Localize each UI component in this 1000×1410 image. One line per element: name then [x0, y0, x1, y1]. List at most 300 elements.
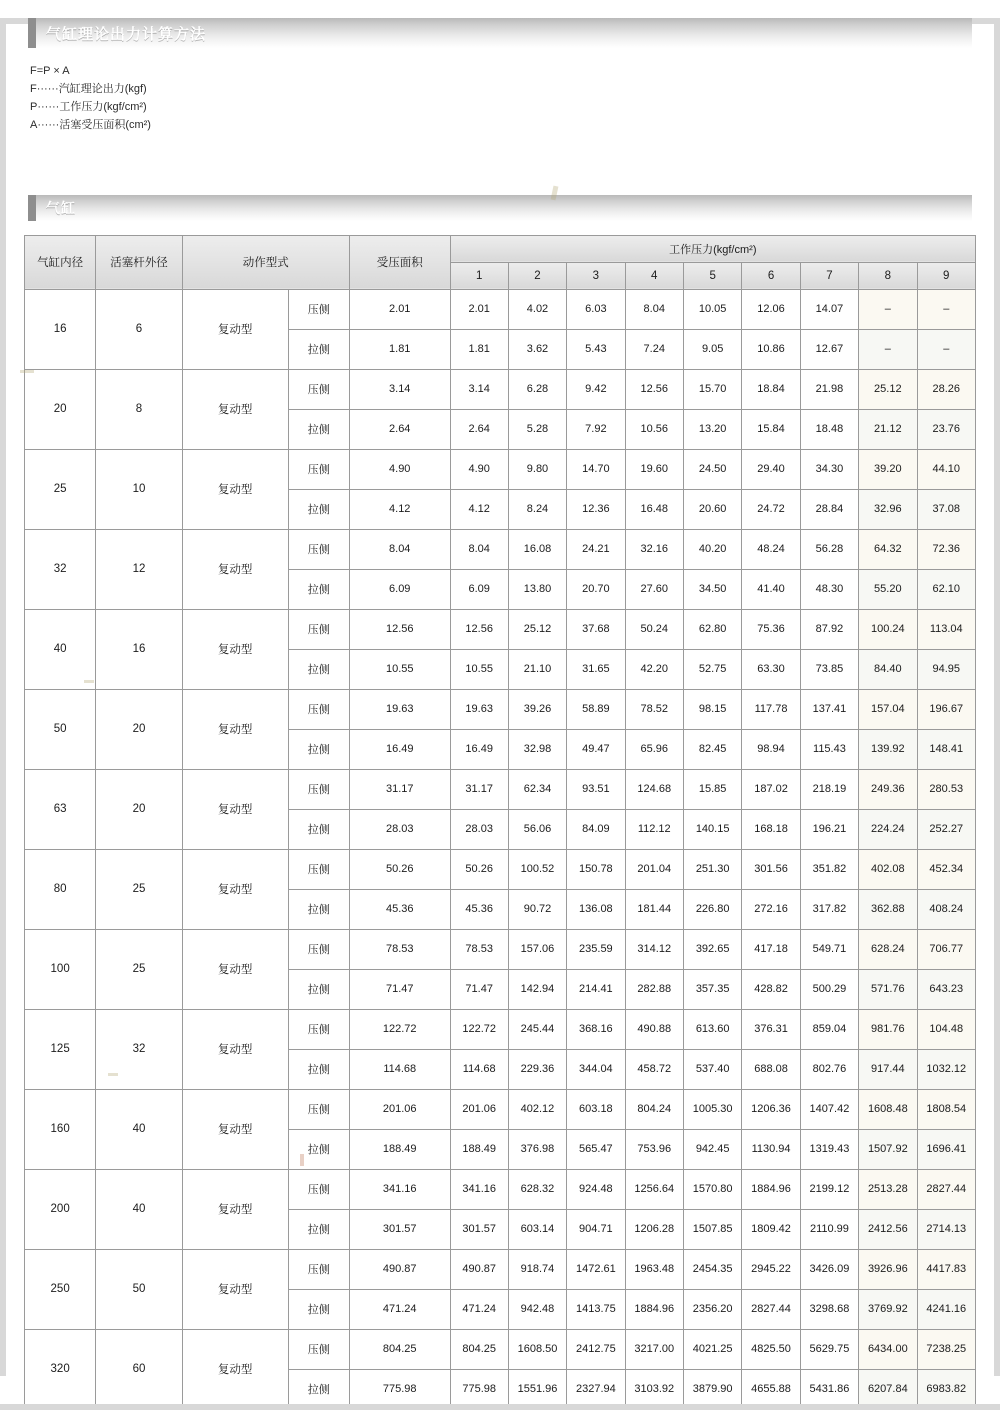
- cell-rod: 25: [96, 849, 183, 929]
- th-pressure-7: 7: [800, 262, 858, 289]
- cell-force-pull-p1: 2.64: [450, 409, 508, 449]
- cell-area-push: 12.56: [349, 609, 450, 649]
- cell-rod: 25: [96, 929, 183, 1009]
- cell-force-pull-p7: 802.76: [800, 1049, 858, 1089]
- cell-force-push-p6: 301.56: [742, 849, 800, 889]
- cell-force-push-p6: 417.18: [742, 929, 800, 969]
- cell-force-pull-p3: 5.43: [567, 329, 625, 369]
- cell-force-pull-p1: 775.98: [450, 1369, 508, 1409]
- cell-force-push-p3: 2412.75: [567, 1329, 625, 1369]
- cell-force-push-p2: 157.06: [508, 929, 566, 969]
- cell-force-pull-p3: 49.47: [567, 729, 625, 769]
- cell-rod: 32: [96, 1009, 183, 1089]
- cell-force-pull-p6: 1130.94: [742, 1129, 800, 1169]
- cell-force-push-p6: 75.36: [742, 609, 800, 649]
- cell-area-push: 3.14: [349, 369, 450, 409]
- cell-force-push-p2: 100.52: [508, 849, 566, 889]
- cell-force-push-p9: 7238.25: [917, 1329, 975, 1369]
- cell-force-push-p6: 1884.96: [742, 1169, 800, 1209]
- cell-force-pull-p4: 65.96: [625, 729, 683, 769]
- cell-force-pull-p1: 114.68: [450, 1049, 508, 1089]
- cell-force-pull-p9: 643.23: [917, 969, 975, 1009]
- table-row: [25, 1249, 976, 1289]
- cell-force-push-p7: 34.30: [800, 449, 858, 489]
- cell-force-push-p9: 104.48: [917, 1009, 975, 1049]
- cell-force-pull-p1: 16.49: [450, 729, 508, 769]
- cell-force-pull-p6: 10.86: [742, 329, 800, 369]
- th-pressure-5: 5: [683, 262, 741, 289]
- cell-force-pull-p3: 565.47: [567, 1129, 625, 1169]
- cell-action-type: 复动型: [182, 849, 288, 929]
- cell-action-type: 复动型: [182, 609, 288, 689]
- cell-side-pull: 拉侧: [288, 969, 349, 1009]
- cell-force-pull-p5: 20.60: [683, 489, 741, 529]
- table-row: [25, 369, 976, 409]
- table-row: [25, 1089, 976, 1129]
- cell-force-push-p3: 9.42: [567, 369, 625, 409]
- cell-force-push-p3: 14.70: [567, 449, 625, 489]
- cell-area-pull: 1.81: [349, 329, 450, 369]
- cell-bore: 125: [25, 1009, 96, 1089]
- cell-side-push: 压侧: [288, 369, 349, 409]
- cell-side-pull: 拉侧: [288, 1209, 349, 1249]
- cell-force-pull-p8: 224.24: [859, 809, 917, 849]
- cell-area-pull: 4.12: [349, 489, 450, 529]
- page-edge-bottom: [0, 1404, 1000, 1410]
- cell-force-push-p8: 981.76: [859, 1009, 917, 1049]
- cell-force-pull-p2: 90.72: [508, 889, 566, 929]
- cell-force-push-p3: 368.16: [567, 1009, 625, 1049]
- cell-force-push-p8: 402.08: [859, 849, 917, 889]
- cell-area-pull: 301.57: [349, 1209, 450, 1249]
- cell-force-push-p4: 804.24: [625, 1089, 683, 1129]
- cell-force-push-p8: 2513.28: [859, 1169, 917, 1209]
- cell-force-pull-p7: 48.30: [800, 569, 858, 609]
- table-row: [25, 529, 976, 569]
- cell-force-push-p7: 5629.75: [800, 1329, 858, 1369]
- cell-force-push-p1: 19.63: [450, 689, 508, 729]
- cell-force-pull-p7: 317.82: [800, 889, 858, 929]
- cell-force-pull-p5: 13.20: [683, 409, 741, 449]
- cell-force-push-p5: 15.85: [683, 769, 741, 809]
- cell-force-push-p1: 804.25: [450, 1329, 508, 1369]
- cell-force-pull-p6: 1809.42: [742, 1209, 800, 1249]
- cell-force-pull-p7: 12.67: [800, 329, 858, 369]
- cell-force-push-p6: 1206.36: [742, 1089, 800, 1129]
- cell-force-pull-p4: 753.96: [625, 1129, 683, 1169]
- page-title: 气缸理论出力计算方法: [46, 25, 207, 43]
- cell-force-push-p4: 78.52: [625, 689, 683, 729]
- cell-bore: 160: [25, 1089, 96, 1169]
- cell-area-pull: 16.49: [349, 729, 450, 769]
- cell-force-push-p4: 12.56: [625, 369, 683, 409]
- cell-force-push-p2: 628.32: [508, 1169, 566, 1209]
- cell-side-push: 压侧: [288, 289, 349, 329]
- cell-force-pull-p6: 4655.88: [742, 1369, 800, 1409]
- cell-side-pull: 拉侧: [288, 1369, 349, 1409]
- cell-force-pull-p4: 42.20: [625, 649, 683, 689]
- cell-force-pull-p5: 226.80: [683, 889, 741, 929]
- cell-force-pull-p4: 3103.92: [625, 1369, 683, 1409]
- cell-force-push-p5: 4021.25: [683, 1329, 741, 1369]
- cell-force-pull-p1: 71.47: [450, 969, 508, 1009]
- cell-force-pull-p3: 214.41: [567, 969, 625, 1009]
- cell-force-push-p9: –: [917, 289, 975, 329]
- cell-rod: 60: [96, 1329, 183, 1409]
- th-pressure-6: 6: [742, 262, 800, 289]
- cell-rod: 20: [96, 689, 183, 769]
- cell-force-push-p5: 10.05: [683, 289, 741, 329]
- cell-force-pull-p9: 62.10: [917, 569, 975, 609]
- cell-area-pull: 10.55: [349, 649, 450, 689]
- cell-rod: 40: [96, 1089, 183, 1169]
- cell-force-push-p1: 122.72: [450, 1009, 508, 1049]
- cell-rod: 40: [96, 1169, 183, 1249]
- cell-force-push-p5: 24.50: [683, 449, 741, 489]
- section-title-bar: [28, 195, 972, 221]
- cell-force-pull-p9: 4241.16: [917, 1289, 975, 1329]
- cell-force-pull-p4: 7.24: [625, 329, 683, 369]
- cell-force-pull-p6: 63.30: [742, 649, 800, 689]
- cell-force-push-p7: 87.92: [800, 609, 858, 649]
- cell-force-push-p7: 3426.09: [800, 1249, 858, 1289]
- table-row: [25, 1329, 976, 1369]
- cell-force-push-p4: 124.68: [625, 769, 683, 809]
- cell-bore: 40: [25, 609, 96, 689]
- cell-bore: 25: [25, 449, 96, 529]
- cell-force-pull-p4: 1884.96: [625, 1289, 683, 1329]
- cell-force-push-p6: 4825.50: [742, 1329, 800, 1369]
- cell-force-pull-p3: 2327.94: [567, 1369, 625, 1409]
- cell-force-push-p6: 29.40: [742, 449, 800, 489]
- main-title-bar: [28, 18, 972, 48]
- cell-force-pull-p1: 1.81: [450, 329, 508, 369]
- cell-force-pull-p6: 41.40: [742, 569, 800, 609]
- cell-area-push: 78.53: [349, 929, 450, 969]
- cell-area-pull: 188.49: [349, 1129, 450, 1169]
- cell-rod: 10: [96, 449, 183, 529]
- cell-force-push-p6: 187.02: [742, 769, 800, 809]
- cell-force-push-p6: 18.84: [742, 369, 800, 409]
- table-row: [25, 609, 976, 649]
- cell-force-push-p5: 62.80: [683, 609, 741, 649]
- cell-force-push-p7: 859.04: [800, 1009, 858, 1049]
- cell-force-push-p4: 8.04: [625, 289, 683, 329]
- cell-force-push-p9: 44.10: [917, 449, 975, 489]
- cell-side-pull: 拉侧: [288, 489, 349, 529]
- table-row: [25, 1169, 976, 1209]
- cell-force-push-p7: 2199.12: [800, 1169, 858, 1209]
- cell-force-push-p1: 2.01: [450, 289, 508, 329]
- cell-force-pull-p1: 4.12: [450, 489, 508, 529]
- cell-force-push-p6: 2945.22: [742, 1249, 800, 1289]
- cell-force-pull-p3: 20.70: [567, 569, 625, 609]
- cell-force-push-p1: 8.04: [450, 529, 508, 569]
- formula-line-1: F=P × A: [30, 65, 70, 77]
- cell-action-type: 复动型: [182, 289, 288, 369]
- cell-force-pull-p6: 15.84: [742, 409, 800, 449]
- cell-force-push-p4: 50.24: [625, 609, 683, 649]
- cell-force-pull-p5: 82.45: [683, 729, 741, 769]
- cell-action-type: 复动型: [182, 769, 288, 849]
- cell-force-push-p7: 56.28: [800, 529, 858, 569]
- th-rod: 活塞杆外径: [96, 235, 183, 289]
- cell-force-push-p5: 251.30: [683, 849, 741, 889]
- cell-force-push-p5: 392.65: [683, 929, 741, 969]
- cell-force-pull-p9: 2714.13: [917, 1209, 975, 1249]
- cell-force-push-p1: 490.87: [450, 1249, 508, 1289]
- cell-area-pull: 2.64: [349, 409, 450, 449]
- th-type: 动作型式: [182, 235, 349, 289]
- table-head-row-1: [25, 235, 976, 262]
- cell-side-push: 压侧: [288, 1089, 349, 1129]
- cell-force-pull-p9: 37.08: [917, 489, 975, 529]
- cell-force-pull-p8: 2412.56: [859, 1209, 917, 1249]
- cell-force-push-p3: 1472.61: [567, 1249, 625, 1289]
- spec-table-wrap: [24, 235, 976, 1410]
- cell-force-push-p1: 78.53: [450, 929, 508, 969]
- cell-force-push-p7: 137.41: [800, 689, 858, 729]
- cell-force-pull-p4: 458.72: [625, 1049, 683, 1089]
- cell-rod: 16: [96, 609, 183, 689]
- page-edge-right: [994, 18, 1000, 1376]
- cell-rod: 6: [96, 289, 183, 369]
- spacer: [0, 135, 1000, 171]
- cell-area-pull: 471.24: [349, 1289, 450, 1329]
- cell-area-push: 19.63: [349, 689, 450, 729]
- cell-force-push-p2: 25.12: [508, 609, 566, 649]
- cell-force-push-p9: 113.04: [917, 609, 975, 649]
- cell-force-push-p8: 6434.00: [859, 1329, 917, 1369]
- cell-force-push-p1: 3.14: [450, 369, 508, 409]
- cell-force-push-p3: 924.48: [567, 1169, 625, 1209]
- cell-bore: 320: [25, 1329, 96, 1409]
- cell-force-pull-p8: 362.88: [859, 889, 917, 929]
- cell-bore: 63: [25, 769, 96, 849]
- cell-side-pull: 拉侧: [288, 809, 349, 849]
- cell-side-push: 压侧: [288, 769, 349, 809]
- cell-force-push-p3: 37.68: [567, 609, 625, 649]
- cell-force-pull-p2: 376.98: [508, 1129, 566, 1169]
- th-area: 受压面积: [349, 235, 450, 289]
- cell-force-pull-p3: 12.36: [567, 489, 625, 529]
- table-row: [25, 849, 976, 889]
- cell-force-pull-p2: 229.36: [508, 1049, 566, 1089]
- table-row: [25, 289, 976, 329]
- cell-force-pull-p2: 32.98: [508, 729, 566, 769]
- formula-block: [30, 62, 1000, 135]
- cell-force-push-p8: 39.20: [859, 449, 917, 489]
- cell-force-pull-p2: 1551.96: [508, 1369, 566, 1409]
- cell-force-pull-p6: 24.72: [742, 489, 800, 529]
- cell-side-pull: 拉侧: [288, 729, 349, 769]
- cell-area-push: 50.26: [349, 849, 450, 889]
- cell-rod: 50: [96, 1249, 183, 1329]
- cell-force-pull-p6: 688.08: [742, 1049, 800, 1089]
- title-accent: [28, 18, 36, 48]
- cell-force-pull-p2: 942.48: [508, 1289, 566, 1329]
- cell-action-type: 复动型: [182, 689, 288, 769]
- section-title: 气缸: [46, 199, 76, 216]
- cell-area-push: 341.16: [349, 1169, 450, 1209]
- cell-force-pull-p9: 23.76: [917, 409, 975, 449]
- cell-force-pull-p7: 2110.99: [800, 1209, 858, 1249]
- cell-side-push: 压侧: [288, 1169, 349, 1209]
- table-head: [25, 235, 976, 289]
- cell-force-push-p4: 1256.64: [625, 1169, 683, 1209]
- cell-force-pull-p7: 196.21: [800, 809, 858, 849]
- cell-side-pull: 拉侧: [288, 889, 349, 929]
- cell-force-pull-p2: 603.14: [508, 1209, 566, 1249]
- cell-force-push-p9: 452.34: [917, 849, 975, 889]
- page-edge-left: [0, 18, 6, 1376]
- cell-side-pull: 拉侧: [288, 649, 349, 689]
- cell-action-type: 复动型: [182, 1329, 288, 1409]
- cell-force-push-p1: 12.56: [450, 609, 508, 649]
- th-pressure-8: 8: [859, 262, 917, 289]
- cell-force-push-p2: 16.08: [508, 529, 566, 569]
- cell-force-pull-p1: 188.49: [450, 1129, 508, 1169]
- cell-side-push: 压侧: [288, 1009, 349, 1049]
- cell-force-pull-p3: 31.65: [567, 649, 625, 689]
- cell-force-push-p2: 39.26: [508, 689, 566, 729]
- cell-side-push: 压侧: [288, 449, 349, 489]
- cell-force-pull-p8: –: [859, 329, 917, 369]
- cell-area-push: 31.17: [349, 769, 450, 809]
- table-row: [25, 689, 976, 729]
- cell-area-push: 8.04: [349, 529, 450, 569]
- cell-force-pull-p6: 98.94: [742, 729, 800, 769]
- cell-force-pull-p6: 428.82: [742, 969, 800, 1009]
- cell-force-push-p9: 280.53: [917, 769, 975, 809]
- formula-line-2: F······汽缸理论出力(kgf): [30, 83, 147, 96]
- table-body: [25, 289, 976, 1409]
- cell-force-push-p8: 64.32: [859, 529, 917, 569]
- cell-force-pull-p2: 21.10: [508, 649, 566, 689]
- cell-force-pull-p7: 1319.43: [800, 1129, 858, 1169]
- cell-force-pull-p1: 10.55: [450, 649, 508, 689]
- cell-force-pull-p4: 112.12: [625, 809, 683, 849]
- cell-force-pull-p5: 9.05: [683, 329, 741, 369]
- cell-force-push-p4: 201.04: [625, 849, 683, 889]
- cell-force-push-p7: 218.19: [800, 769, 858, 809]
- cell-force-pull-p8: 84.40: [859, 649, 917, 689]
- cell-force-pull-p4: 16.48: [625, 489, 683, 529]
- cell-action-type: 复动型: [182, 1249, 288, 1329]
- cell-force-push-p5: 40.20: [683, 529, 741, 569]
- cell-area-pull: 114.68: [349, 1049, 450, 1089]
- cell-force-pull-p4: 27.60: [625, 569, 683, 609]
- cell-force-push-p3: 150.78: [567, 849, 625, 889]
- cell-force-push-p2: 62.34: [508, 769, 566, 809]
- cell-force-push-p8: 3926.96: [859, 1249, 917, 1289]
- cell-force-pull-p3: 1413.75: [567, 1289, 625, 1329]
- cell-force-pull-p3: 7.92: [567, 409, 625, 449]
- cell-force-push-p9: 706.77: [917, 929, 975, 969]
- th-pressure-2: 2: [508, 262, 566, 289]
- cell-force-pull-p7: 3298.68: [800, 1289, 858, 1329]
- cell-side-push: 压侧: [288, 529, 349, 569]
- cell-force-push-p9: 2827.44: [917, 1169, 975, 1209]
- th-pressure-3: 3: [567, 262, 625, 289]
- cell-area-pull: 28.03: [349, 809, 450, 849]
- cell-side-push: 压侧: [288, 1329, 349, 1369]
- cell-side-push: 压侧: [288, 929, 349, 969]
- cell-area-push: 4.90: [349, 449, 450, 489]
- cell-force-pull-p2: 56.06: [508, 809, 566, 849]
- cell-force-push-p2: 6.28: [508, 369, 566, 409]
- cell-force-pull-p1: 28.03: [450, 809, 508, 849]
- cell-side-push: 压侧: [288, 609, 349, 649]
- cell-force-push-p2: 918.74: [508, 1249, 566, 1289]
- cell-area-pull: 45.36: [349, 889, 450, 929]
- cell-force-pull-p9: 1032.12: [917, 1049, 975, 1089]
- cell-bore: 32: [25, 529, 96, 609]
- cell-force-push-p7: 14.07: [800, 289, 858, 329]
- table-row: [25, 929, 976, 969]
- cell-force-push-p6: 117.78: [742, 689, 800, 729]
- cell-force-push-p3: 235.59: [567, 929, 625, 969]
- cell-bore: 50: [25, 689, 96, 769]
- cell-force-pull-p6: 2827.44: [742, 1289, 800, 1329]
- cell-force-push-p5: 98.15: [683, 689, 741, 729]
- cell-force-push-p1: 50.26: [450, 849, 508, 889]
- cell-force-push-p1: 341.16: [450, 1169, 508, 1209]
- cell-force-pull-p9: 94.95: [917, 649, 975, 689]
- cell-force-push-p5: 613.60: [683, 1009, 741, 1049]
- cell-force-push-p9: 1808.54: [917, 1089, 975, 1129]
- cell-force-pull-p1: 301.57: [450, 1209, 508, 1249]
- cell-bore: 200: [25, 1169, 96, 1249]
- cell-force-pull-p8: 3769.92: [859, 1289, 917, 1329]
- cell-force-pull-p4: 10.56: [625, 409, 683, 449]
- cell-force-push-p4: 490.88: [625, 1009, 683, 1049]
- cell-area-pull: 71.47: [349, 969, 450, 1009]
- cell-force-pull-p4: 282.88: [625, 969, 683, 1009]
- cell-area-push: 201.06: [349, 1089, 450, 1129]
- cell-side-push: 压侧: [288, 849, 349, 889]
- cell-force-pull-p6: 168.18: [742, 809, 800, 849]
- cell-force-push-p1: 31.17: [450, 769, 508, 809]
- cell-force-pull-p1: 45.36: [450, 889, 508, 929]
- cell-force-pull-p9: 408.24: [917, 889, 975, 929]
- cell-force-pull-p3: 136.08: [567, 889, 625, 929]
- cell-rod: 12: [96, 529, 183, 609]
- cell-force-pull-p2: 13.80: [508, 569, 566, 609]
- table-row: [25, 449, 976, 489]
- cell-force-pull-p9: 148.41: [917, 729, 975, 769]
- cell-force-push-p7: 549.71: [800, 929, 858, 969]
- cell-force-pull-p2: 8.24: [508, 489, 566, 529]
- cell-force-push-p2: 9.80: [508, 449, 566, 489]
- cell-force-push-p8: 100.24: [859, 609, 917, 649]
- cell-area-push: 122.72: [349, 1009, 450, 1049]
- cell-force-pull-p9: 1696.41: [917, 1129, 975, 1169]
- cell-force-push-p8: 157.04: [859, 689, 917, 729]
- cell-force-pull-p2: 3.62: [508, 329, 566, 369]
- th-pressure-9: 9: [917, 262, 975, 289]
- cell-action-type: 复动型: [182, 369, 288, 449]
- cell-side-pull: 拉侧: [288, 569, 349, 609]
- cell-bore: 80: [25, 849, 96, 929]
- cell-force-push-p3: 603.18: [567, 1089, 625, 1129]
- cell-force-pull-p8: 1507.92: [859, 1129, 917, 1169]
- cell-side-push: 压侧: [288, 689, 349, 729]
- cell-force-pull-p9: 6983.82: [917, 1369, 975, 1409]
- cell-bore: 100: [25, 929, 96, 1009]
- cell-force-pull-p5: 942.45: [683, 1129, 741, 1169]
- cell-area-pull: 775.98: [349, 1369, 450, 1409]
